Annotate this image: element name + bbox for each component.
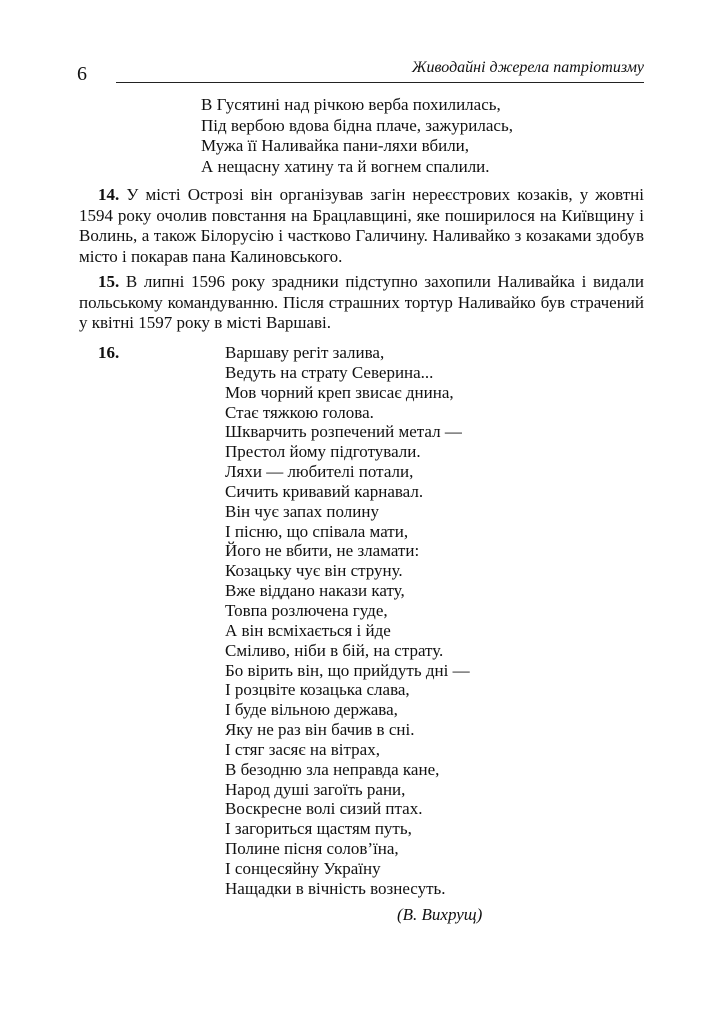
paragraph-14 (79, 185, 644, 267)
poem-line: Полине пісня солов’їна, (225, 839, 399, 859)
poem-line: Мов чорний креп звисає днина, (225, 382, 454, 402)
page-number: 6 (77, 63, 87, 85)
running-title: Живодайні джерела патріотизму (411, 59, 644, 76)
paragraph-15 (79, 272, 644, 334)
poem (225, 343, 470, 899)
poem-line: Нащадки в вічність вознесуть. (225, 878, 446, 898)
poem-line: Варшаву регіт залива, (225, 343, 385, 362)
poem-line: І буде вільною держава, (225, 700, 398, 720)
poem-line: Шкварчить розпечений метал — (225, 422, 462, 442)
poem-line: Народ душі загоїть рани, (225, 779, 406, 799)
poem-line: Ляхи — любителі потали, (225, 462, 414, 482)
poem-line: Козацьку чує він струну. (225, 561, 403, 581)
poem-line: І загориться щастям путь, (225, 819, 412, 839)
poem-line: Його не вбити, не зламати: (225, 541, 420, 561)
stanza-line: В Гусятині над річкою верба похилилась, (201, 95, 501, 114)
poem-line: І стяг засяє на вітрах, (225, 739, 380, 759)
paragraph-text: У місті Острозі він організував загін нереєстрових козаків, у жовтні 1594 року очолив повстання на Брацлавщині, яке поширилося на Київщину і Волинь, а також Білорусію і частково Галичину. Наливайко з козаками здобув місто і покарав пана Калиновського. (79, 185, 644, 266)
stanza-line: А нещасну хатину та й вогнем спалили. (201, 156, 490, 176)
poem-line: Воскресне волі сизий птах. (225, 799, 423, 819)
poem-line: І розцвіте козацька слава, (225, 680, 410, 700)
poem-line: Яку не раз він бачив в сні. (225, 720, 415, 740)
poem-line: Сичить кривавий карнавал. (225, 481, 424, 501)
poem-line: В безодню зла неправда кане, (225, 759, 440, 779)
poem-line: Ведуть на страту Северина... (225, 362, 434, 382)
poem-line: І пісню, що співала мати, (225, 521, 409, 541)
poem-line: Вже віддано накази кату, (225, 581, 405, 601)
poem-line: Бо вірить він, що прийдуть дні — (225, 660, 470, 680)
header-rule (116, 82, 644, 83)
paragraph-number: 15. (98, 272, 120, 291)
poem-line: І сонцесяйну Україну (225, 858, 381, 878)
poem-attribution: (В. Вихрущ) (397, 905, 483, 924)
stanza-line: Мужа її Наливайка пани-ляхи вбили, (201, 136, 470, 155)
poem-line: Він чує запах полину (225, 501, 379, 521)
poem-line: Сміливо, ніби в бій, на страту. (225, 640, 444, 660)
stanza-line: Під вербою вдова бідна плаче, зажурилась, (201, 115, 513, 135)
item-number-16: 16. (98, 343, 120, 362)
paragraph-number: 14. (98, 185, 120, 204)
poem-line: Стає тяжкою голова. (225, 402, 374, 422)
poem-line: Престол йому підготували. (225, 442, 421, 462)
poem-line: А він всміхається і йде (225, 620, 391, 640)
paragraph-text: В липні 1596 року зрадники підступно захопили Наливайка і видали польському командуванню. Після страшних тортур Наливайко був страчений у квітні 1597 року в місті Варшаві. (79, 272, 645, 332)
opening-stanza (201, 95, 513, 177)
poem-line: Товпа розлючена гуде, (225, 600, 388, 620)
